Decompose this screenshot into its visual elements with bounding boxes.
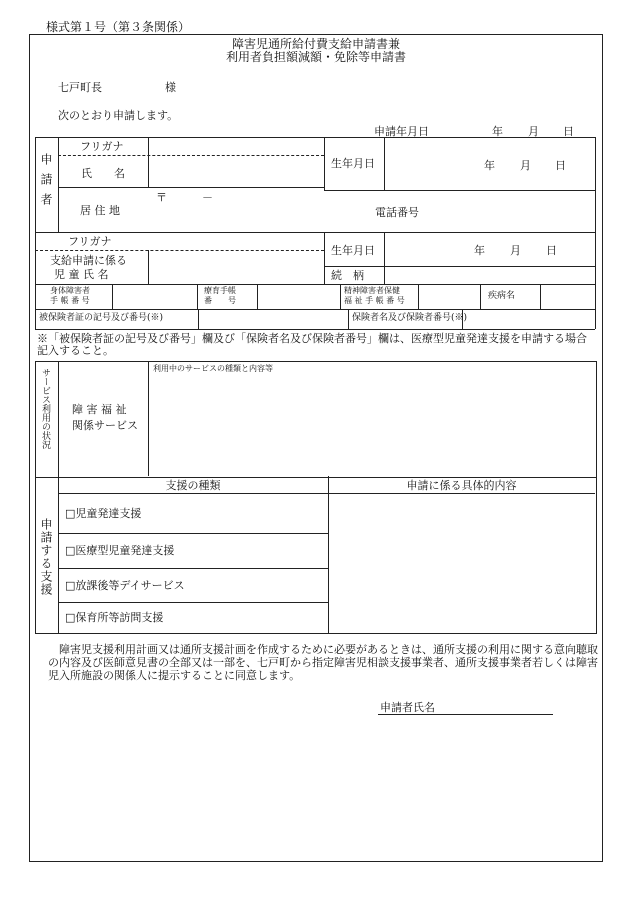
support-option-child-development[interactable]: □児童発達支援 [65,507,142,520]
title-line-2: 利用者負担額減額・免除等申請書 [225,50,406,64]
intro-text: 次のとおり申請します。 [58,109,179,122]
addressee: 七戸町長 [58,81,102,94]
applicant-birthdate-label: 生年月日 [331,157,375,170]
applicant-birth-month: 月 [520,159,531,172]
child-label-line-1: 支給申請に係る [50,254,127,267]
applicant-address-label: 居 住 地 [80,204,120,217]
honorific: 様 [165,81,176,94]
applicant-birth-day: 日 [555,159,566,172]
applicant-name-label: 氏 名 [81,167,125,180]
mental-cert-line-2: 福 祉 手 帳 番 号 [344,296,405,305]
application-month: 月 [528,125,539,138]
child-birth-month: 月 [510,244,521,257]
form-number: 様式第１号（第３条関係） [46,20,191,34]
service-label-line-2: 関係サービス [72,419,138,432]
applicant-furigana-label: フリガナ [80,140,124,153]
insurer-label: 保険者名及び保険者番号(※) [352,313,468,323]
insured-label: 被保険者証の記号及び番号(※) [39,313,164,323]
support-section-label: 申請する支援 [39,518,53,596]
child-birthdate-label: 生年月日 [331,244,375,257]
support-option-nursery-visit-support[interactable]: □保育所等訪問支援 [65,611,164,624]
application-date-label: 申請年月日 [374,125,429,138]
signature-line[interactable] [378,714,553,715]
insurance-note: ※「被保険者証の記号及び番号」欄及び「保険者名及び保険者番号」欄は、医療型児童発達支援を申請する場合記入すること。 [37,332,587,357]
postal-dash: － [202,191,213,204]
rehab-cert-line-2: 番 号 [204,296,236,305]
service-usage-section-label: サービス利用の状況 [40,368,50,449]
applicant-phone-label: 電話番号 [375,206,419,219]
support-detail-header: 申請に係る具体的内容 [406,479,517,492]
title-line-1: 障害児通所給付費支給申請書兼 [231,37,400,51]
support-type-header: 支援の種類 [165,479,221,492]
service-label-line-1: 障 害 福 祉 [72,403,127,416]
child-relationship-label: 続 柄 [331,269,364,282]
child-birth-year: 年 [474,244,485,257]
consent-text: 障害児支援利用計画又は通所支援計画を作成するために必要があるときは、通所支援の利用に関する意向聴取の内容及び医師意見書の全部又は一部を、七戸町から指定障害児相談支援事業者、通所支援事業者若しくは障害児入所施設の関係人に提示することに同意します。 [48,643,598,682]
support-option-medical-child-development[interactable]: □医療型児童発達支援 [65,544,175,557]
support-option-after-school-day-service[interactable]: □放課後等デイサービス [65,579,185,592]
signature-label: 申請者氏名 [380,701,435,714]
physical-cert-line-1: 身体障害者 [50,286,90,295]
physical-cert-line-2: 手 帳 番 号 [50,296,90,305]
application-day: 日 [563,125,574,138]
rehab-cert-line-1: 療育手帳 [204,286,236,295]
mental-cert-line-1: 精神障害者保健 [344,286,400,295]
postal-mark: 〒 [156,191,167,204]
disease-label: 疾病名 [488,291,516,301]
child-furigana-label: フリガナ [68,235,112,248]
application-year: 年 [492,125,503,138]
applicant-section-label: 申請者 [39,153,53,213]
child-label-line-2: 児 童 氏 名 [54,268,109,281]
child-birth-day: 日 [546,244,557,257]
applicant-birth-year: 年 [484,159,495,172]
service-content-label: 利用中のサービスの種類と内容等 [153,364,273,373]
